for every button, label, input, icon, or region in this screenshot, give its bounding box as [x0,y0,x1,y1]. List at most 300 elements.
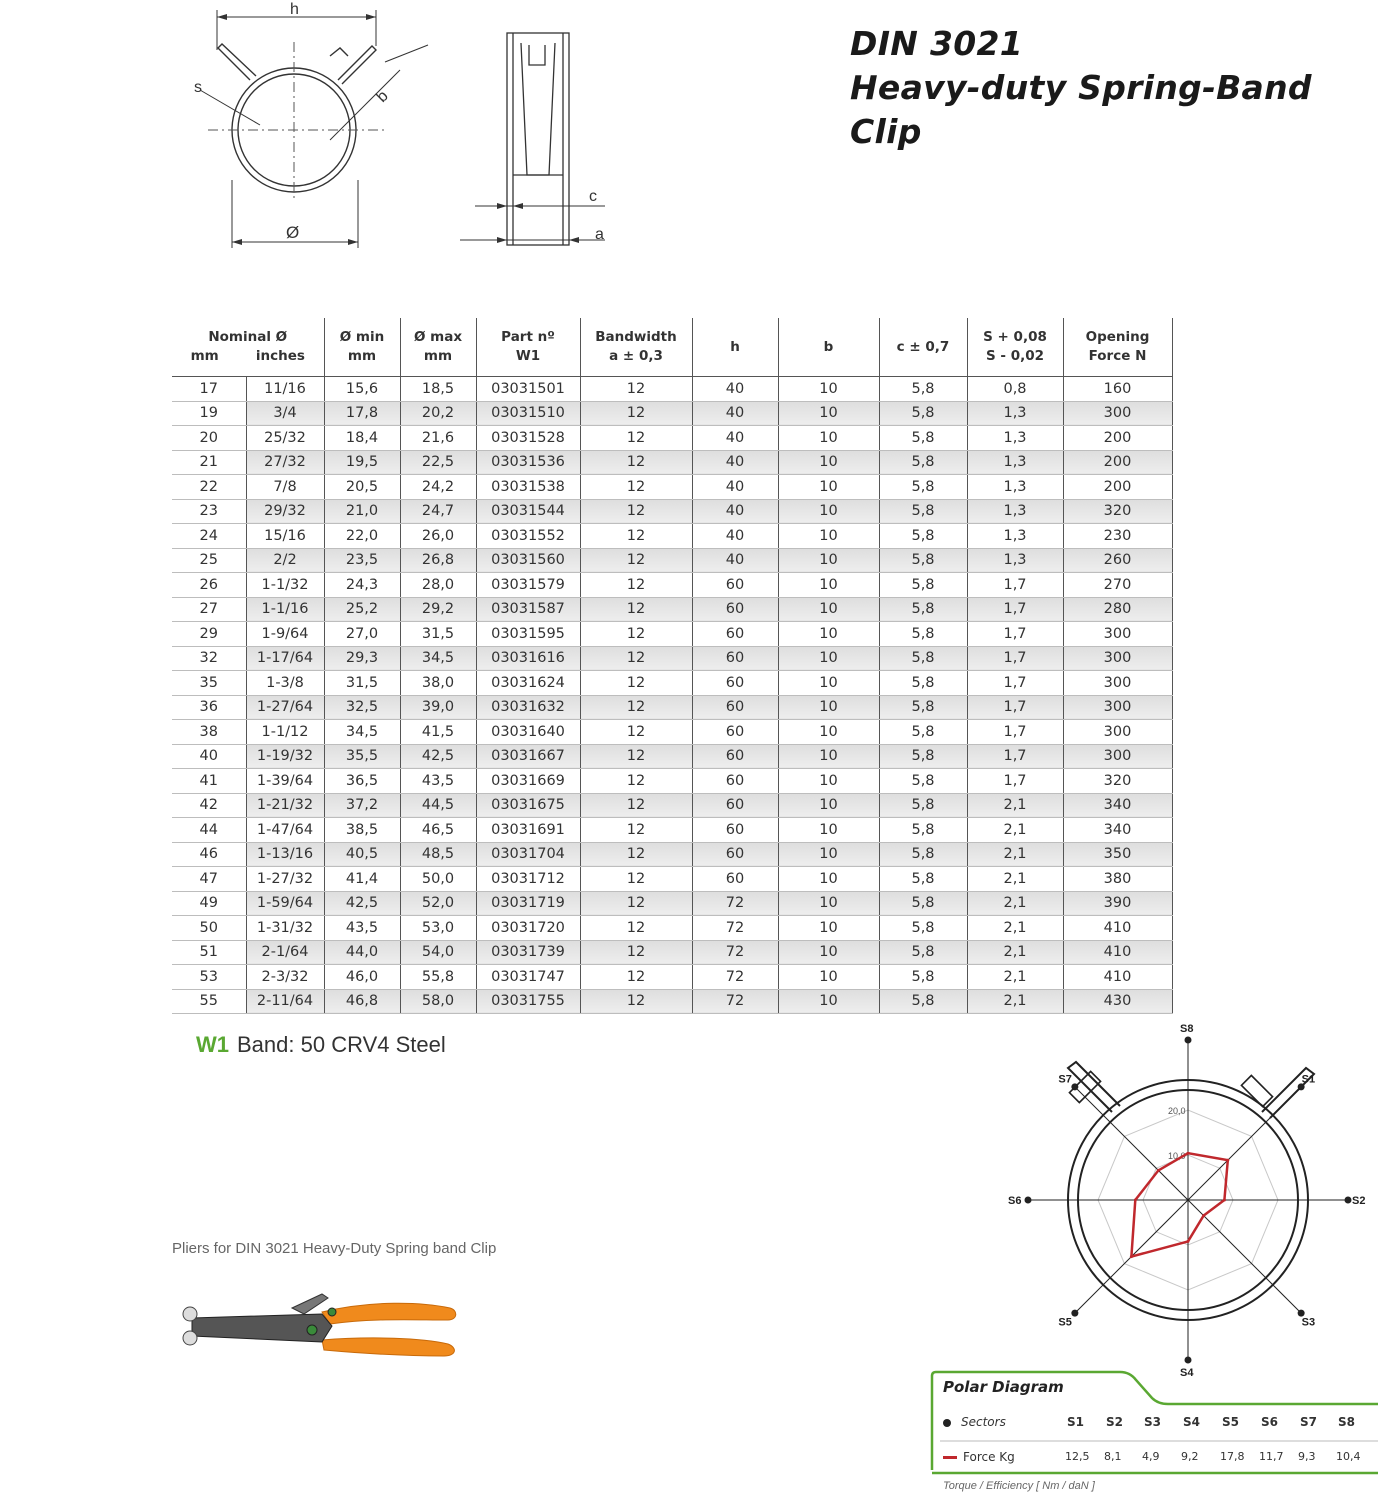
table-row [172,573,1172,598]
cell-bandwidth: 12 [580,671,692,696]
dim-h-label: h [290,1,299,18]
cell-opening: 300 [1063,695,1172,720]
cell-s: 1,3 [967,548,1063,573]
legend-force-label: Force Kg [963,1450,1015,1464]
cell-mm: 21 [172,450,246,475]
cell-s: 1,7 [967,573,1063,598]
header-dmin: Ø min mm [324,318,400,377]
cell-bandwidth: 12 [580,548,692,573]
title-line-1: DIN 3021 [850,24,1024,63]
cell-h: 60 [692,867,778,892]
header-dmax: Ø max mm [400,318,476,377]
cell-b: 10 [778,377,879,402]
table-row [172,744,1172,769]
legend-value-s2: 8,1 [1104,1450,1122,1463]
cell-part: 03031552 [476,524,580,549]
legend-sector-s7: S7 [1300,1415,1317,1429]
cell-mm: 35 [172,671,246,696]
cell-dmax: 58,0 [400,989,476,1014]
cell-dmin: 18,4 [324,426,400,451]
dim-b-label: b [373,87,392,106]
cell-dmax: 42,5 [400,744,476,769]
legend-value-s3: 4,9 [1142,1450,1160,1463]
cell-part: 03031587 [476,597,580,622]
table-row [172,646,1172,671]
spoke-end-s8 [1185,1037,1192,1044]
cell-inches: 1-59/64 [246,891,324,916]
cell-s: 1,7 [967,695,1063,720]
spoke-end-s5 [1071,1310,1078,1317]
cell-dmin: 19,5 [324,450,400,475]
legend-value-s4: 9,2 [1181,1450,1199,1463]
cell-b: 10 [778,597,879,622]
ring-label: 20,0 [1168,1106,1186,1116]
spoke-end-s4 [1185,1357,1192,1364]
table-row [172,989,1172,1014]
cell-dmin: 35,5 [324,744,400,769]
cell-c: 5,8 [879,867,967,892]
cell-inches: 2-3/32 [246,965,324,990]
cell-s: 1,3 [967,499,1063,524]
cell-s: 1,3 [967,401,1063,426]
cell-dmax: 26,8 [400,548,476,573]
spoke-end-s3 [1298,1310,1305,1317]
cell-part: 03031719 [476,891,580,916]
cell-bandwidth: 12 [580,377,692,402]
spoke-end-s6 [1025,1197,1032,1204]
legend-sectors-label: Sectors [961,1415,1006,1429]
spoke-s3 [1188,1200,1301,1313]
cell-inches: 2-11/64 [246,989,324,1014]
cell-part: 03031501 [476,377,580,402]
cell-s: 2,1 [967,867,1063,892]
cell-c: 5,8 [879,499,967,524]
cell-b: 10 [778,769,879,794]
cell-inches: 29/32 [246,499,324,524]
cell-dmin: 38,5 [324,818,400,843]
cell-part: 03031510 [476,401,580,426]
cell-opening: 300 [1063,744,1172,769]
cell-dmin: 32,5 [324,695,400,720]
polar-diagram [1000,1023,1380,1379]
cell-s: 2,1 [967,793,1063,818]
cell-b: 10 [778,499,879,524]
cell-dmax: 53,0 [400,916,476,941]
force-point-s2 [1223,1199,1226,1202]
cell-part: 03031640 [476,720,580,745]
cell-dmax: 48,5 [400,842,476,867]
cell-opening: 410 [1063,916,1172,941]
sector-label-s7: S7 [1058,1073,1072,1086]
cell-opening: 320 [1063,499,1172,524]
cell-s: 1,7 [967,671,1063,696]
cell-mm: 44 [172,818,246,843]
cell-b: 10 [778,695,879,720]
cell-opening: 410 [1063,940,1172,965]
cell-dmin: 37,2 [324,793,400,818]
header-b: b [778,318,879,377]
table-row [172,842,1172,867]
legend-value-s1: 12,5 [1065,1450,1090,1463]
cell-mm: 42 [172,793,246,818]
cell-b: 10 [778,646,879,671]
cell-s: 0,8 [967,377,1063,402]
cell-dmin: 44,0 [324,940,400,965]
cell-h: 60 [692,769,778,794]
cell-s: 1,7 [967,769,1063,794]
cell-part: 03031739 [476,940,580,965]
cell-s: 1,7 [967,744,1063,769]
cell-c: 5,8 [879,597,967,622]
cell-b: 10 [778,622,879,647]
cell-h: 72 [692,940,778,965]
cell-mm: 55 [172,989,246,1014]
cell-inches: 1-1/16 [246,597,324,622]
cell-mm: 41 [172,769,246,794]
cell-dmax: 50,0 [400,867,476,892]
cell-opening: 200 [1063,426,1172,451]
cell-inches: 1-21/32 [246,793,324,818]
band-note [196,1032,446,1058]
cell-part: 03031579 [476,573,580,598]
cell-opening: 200 [1063,475,1172,500]
cell-s: 2,1 [967,818,1063,843]
cell-opening: 160 [1063,377,1172,402]
cell-part: 03031538 [476,475,580,500]
cell-s: 2,1 [967,965,1063,990]
cell-h: 72 [692,989,778,1014]
cell-dmax: 18,5 [400,377,476,402]
cell-opening: 260 [1063,548,1172,573]
clip-side-drawing [455,25,625,255]
cell-opening: 380 [1063,867,1172,892]
cell-c: 5,8 [879,450,967,475]
cell-h: 72 [692,965,778,990]
table-row [172,450,1172,475]
cell-inches: 1-9/64 [246,622,324,647]
cell-h: 60 [692,842,778,867]
header-s: S + 0,08 S - 0,02 [967,318,1063,377]
cell-inches: 1-19/32 [246,744,324,769]
table-row [172,695,1172,720]
cell-bandwidth: 12 [580,695,692,720]
cell-dmax: 39,0 [400,695,476,720]
table-row [172,671,1172,696]
cell-inches: 1-47/64 [246,818,324,843]
table-row [172,916,1172,941]
cell-h: 40 [692,475,778,500]
cell-c: 5,8 [879,377,967,402]
cell-bandwidth: 12 [580,940,692,965]
cell-dmin: 24,3 [324,573,400,598]
cell-h: 60 [692,597,778,622]
legend-sectors-row [943,1415,1383,1433]
pliers-caption: Pliers for DIN 3021 Heavy-Duty Spring band Clip [172,1240,497,1257]
cell-b: 10 [778,867,879,892]
cell-c: 5,8 [879,475,967,500]
cell-dmax: 31,5 [400,622,476,647]
cell-bandwidth: 12 [580,818,692,843]
table-row [172,597,1172,622]
cell-mm: 19 [172,401,246,426]
cell-dmin: 41,4 [324,867,400,892]
cell-dmin: 40,5 [324,842,400,867]
table-row [172,499,1172,524]
legend-sector-s1: S1 [1067,1415,1084,1429]
cell-bandwidth: 12 [580,916,692,941]
cell-bandwidth: 12 [580,793,692,818]
cell-dmax: 41,5 [400,720,476,745]
header-mm: mm [190,348,219,364]
cell-dmin: 25,2 [324,597,400,622]
cell-inches: 1-17/64 [246,646,324,671]
cell-part: 03031544 [476,499,580,524]
table-row [172,769,1172,794]
cell-h: 40 [692,524,778,549]
cell-mm: 23 [172,499,246,524]
cell-c: 5,8 [879,426,967,451]
cell-c: 5,8 [879,744,967,769]
cell-c: 5,8 [879,916,967,941]
header-bandwidth: Bandwidth a ± 0,3 [580,318,692,377]
cell-bandwidth: 12 [580,426,692,451]
header-nominal: Nominal Ø mm inches [172,318,324,377]
cell-inches: 25/32 [246,426,324,451]
cell-opening: 340 [1063,818,1172,843]
title-line-2: Heavy-duty Spring-Band Clip [850,68,1312,151]
cell-opening: 340 [1063,793,1172,818]
cell-c: 5,8 [879,989,967,1014]
page-title [850,22,1380,154]
cell-mm: 38 [172,720,246,745]
cell-bandwidth: 12 [580,989,692,1014]
cell-h: 40 [692,426,778,451]
table-header-row [172,318,1172,377]
cell-dmax: 20,2 [400,401,476,426]
cell-h: 60 [692,671,778,696]
cell-bandwidth: 12 [580,499,692,524]
cell-mm: 26 [172,573,246,598]
cell-b: 10 [778,573,879,598]
cell-bandwidth: 12 [580,475,692,500]
cell-b: 10 [778,450,879,475]
cell-b: 10 [778,989,879,1014]
cell-dmax: 29,2 [400,597,476,622]
table-row [172,793,1172,818]
cell-mm: 50 [172,916,246,941]
cell-bandwidth: 12 [580,720,692,745]
table-row [172,622,1172,647]
cell-h: 72 [692,891,778,916]
cell-dmin: 31,5 [324,671,400,696]
cell-c: 5,8 [879,842,967,867]
cell-h: 40 [692,499,778,524]
clip-tab-right [1241,1075,1272,1106]
cell-dmin: 21,0 [324,499,400,524]
cell-opening: 300 [1063,720,1172,745]
table-row [172,720,1172,745]
dim-s-label: s [194,79,202,96]
cell-h: 60 [692,573,778,598]
header-part: Part nº W1 [476,318,580,377]
cell-inches: 1-31/32 [246,916,324,941]
cell-inches: 1-27/32 [246,867,324,892]
cell-opening: 390 [1063,891,1172,916]
pliers-image [172,1290,462,1370]
ring-label: 10,0 [1168,1151,1186,1161]
cell-bandwidth: 12 [580,401,692,426]
cell-c: 5,8 [879,769,967,794]
cell-part: 03031675 [476,793,580,818]
legend-force-row [943,1450,1383,1468]
cell-bandwidth: 12 [580,744,692,769]
cell-opening: 270 [1063,573,1172,598]
cell-bandwidth: 12 [580,597,692,622]
cell-bandwidth: 12 [580,769,692,794]
cell-h: 40 [692,401,778,426]
cell-c: 5,8 [879,818,967,843]
table-row [172,475,1172,500]
cell-c: 5,8 [879,940,967,965]
cell-b: 10 [778,401,879,426]
cell-b: 10 [778,720,879,745]
spec-table [172,318,1173,1014]
dim-c-label: c [589,188,597,205]
legend-sector-s5: S5 [1222,1415,1239,1429]
legend-sector-s2: S2 [1106,1415,1123,1429]
force-point-s3 [1202,1214,1205,1217]
force-point-s7 [1157,1169,1160,1172]
cell-mm: 17 [172,377,246,402]
cell-opening: 280 [1063,597,1172,622]
clip-front-drawing [180,0,450,260]
cell-s: 1,3 [967,426,1063,451]
cell-bandwidth: 12 [580,524,692,549]
header-c: c ± 0,7 [879,318,967,377]
cell-b: 10 [778,965,879,990]
cell-dmin: 46,8 [324,989,400,1014]
table-row [172,867,1172,892]
cell-dmin: 46,0 [324,965,400,990]
cell-s: 2,1 [967,842,1063,867]
cell-bandwidth: 12 [580,646,692,671]
cell-b: 10 [778,818,879,843]
cell-dmax: 28,0 [400,573,476,598]
cell-dmin: 43,5 [324,916,400,941]
header-opening: Opening Force N [1063,318,1172,377]
cell-dmax: 44,5 [400,793,476,818]
sector-label-s8: S8 [1180,1023,1194,1035]
sector-label-s6: S6 [1008,1195,1022,1207]
cell-bandwidth: 12 [580,965,692,990]
cell-c: 5,8 [879,671,967,696]
legend-value-s7: 9,3 [1298,1450,1316,1463]
cell-h: 72 [692,916,778,941]
legend-value-s8: 10,4 [1336,1450,1361,1463]
header-inches: inches [255,348,305,364]
legend-value-s5: 17,8 [1220,1450,1245,1463]
cell-dmin: 15,6 [324,377,400,402]
cell-mm: 27 [172,597,246,622]
sectors-dot-icon [943,1419,951,1427]
cell-b: 10 [778,916,879,941]
cell-opening: 320 [1063,769,1172,794]
cell-opening: 200 [1063,450,1172,475]
legend-footer: Torque / Efficiency [ Nm / daN ] [943,1480,1095,1492]
cell-s: 2,1 [967,989,1063,1014]
table-row [172,891,1172,916]
cell-inches: 2-1/64 [246,940,324,965]
cell-h: 40 [692,377,778,402]
cell-part: 03031536 [476,450,580,475]
cell-inches: 1-27/64 [246,695,324,720]
cell-part: 03031704 [476,842,580,867]
cell-bandwidth: 12 [580,867,692,892]
cell-inches: 1-1/32 [246,573,324,598]
cell-part: 03031560 [476,548,580,573]
cell-mm: 22 [172,475,246,500]
cell-dmax: 24,7 [400,499,476,524]
cell-part: 03031720 [476,916,580,941]
cell-h: 40 [692,548,778,573]
cell-mm: 49 [172,891,246,916]
cell-opening: 300 [1063,401,1172,426]
cell-dmax: 38,0 [400,671,476,696]
cell-dmin: 23,5 [324,548,400,573]
cell-part: 03031616 [476,646,580,671]
cell-h: 60 [692,646,778,671]
cell-bandwidth: 12 [580,622,692,647]
cell-opening: 300 [1063,671,1172,696]
cell-part: 03031624 [476,671,580,696]
force-line-icon [943,1456,957,1459]
cell-part: 03031747 [476,965,580,990]
header-h: h [692,318,778,377]
cell-c: 5,8 [879,793,967,818]
table-row [172,965,1172,990]
cell-inches: 1-3/8 [246,671,324,696]
cell-c: 5,8 [879,965,967,990]
cell-b: 10 [778,940,879,965]
cell-h: 40 [692,450,778,475]
force-point-s1 [1226,1159,1229,1162]
cell-dmax: 21,6 [400,426,476,451]
legend-sector-s3: S3 [1144,1415,1161,1429]
cell-inches: 1-1/12 [246,720,324,745]
cell-mm: 46 [172,842,246,867]
cell-part: 03031712 [476,867,580,892]
cell-h: 60 [692,793,778,818]
cell-inches: 1-13/16 [246,842,324,867]
cell-h: 60 [692,720,778,745]
spoke-s7 [1075,1087,1188,1200]
cell-bandwidth: 12 [580,842,692,867]
cell-s: 1,3 [967,475,1063,500]
cell-b: 10 [778,671,879,696]
cell-inches: 11/16 [246,377,324,402]
cell-opening: 350 [1063,842,1172,867]
cell-part: 03031755 [476,989,580,1014]
cell-part: 03031691 [476,818,580,843]
cell-bandwidth: 12 [580,891,692,916]
cell-mm: 47 [172,867,246,892]
cell-b: 10 [778,426,879,451]
cell-dmin: 29,3 [324,646,400,671]
cell-s: 1,7 [967,622,1063,647]
table-row [172,548,1172,573]
force-point-s4 [1187,1240,1190,1243]
cell-dmin: 42,5 [324,891,400,916]
